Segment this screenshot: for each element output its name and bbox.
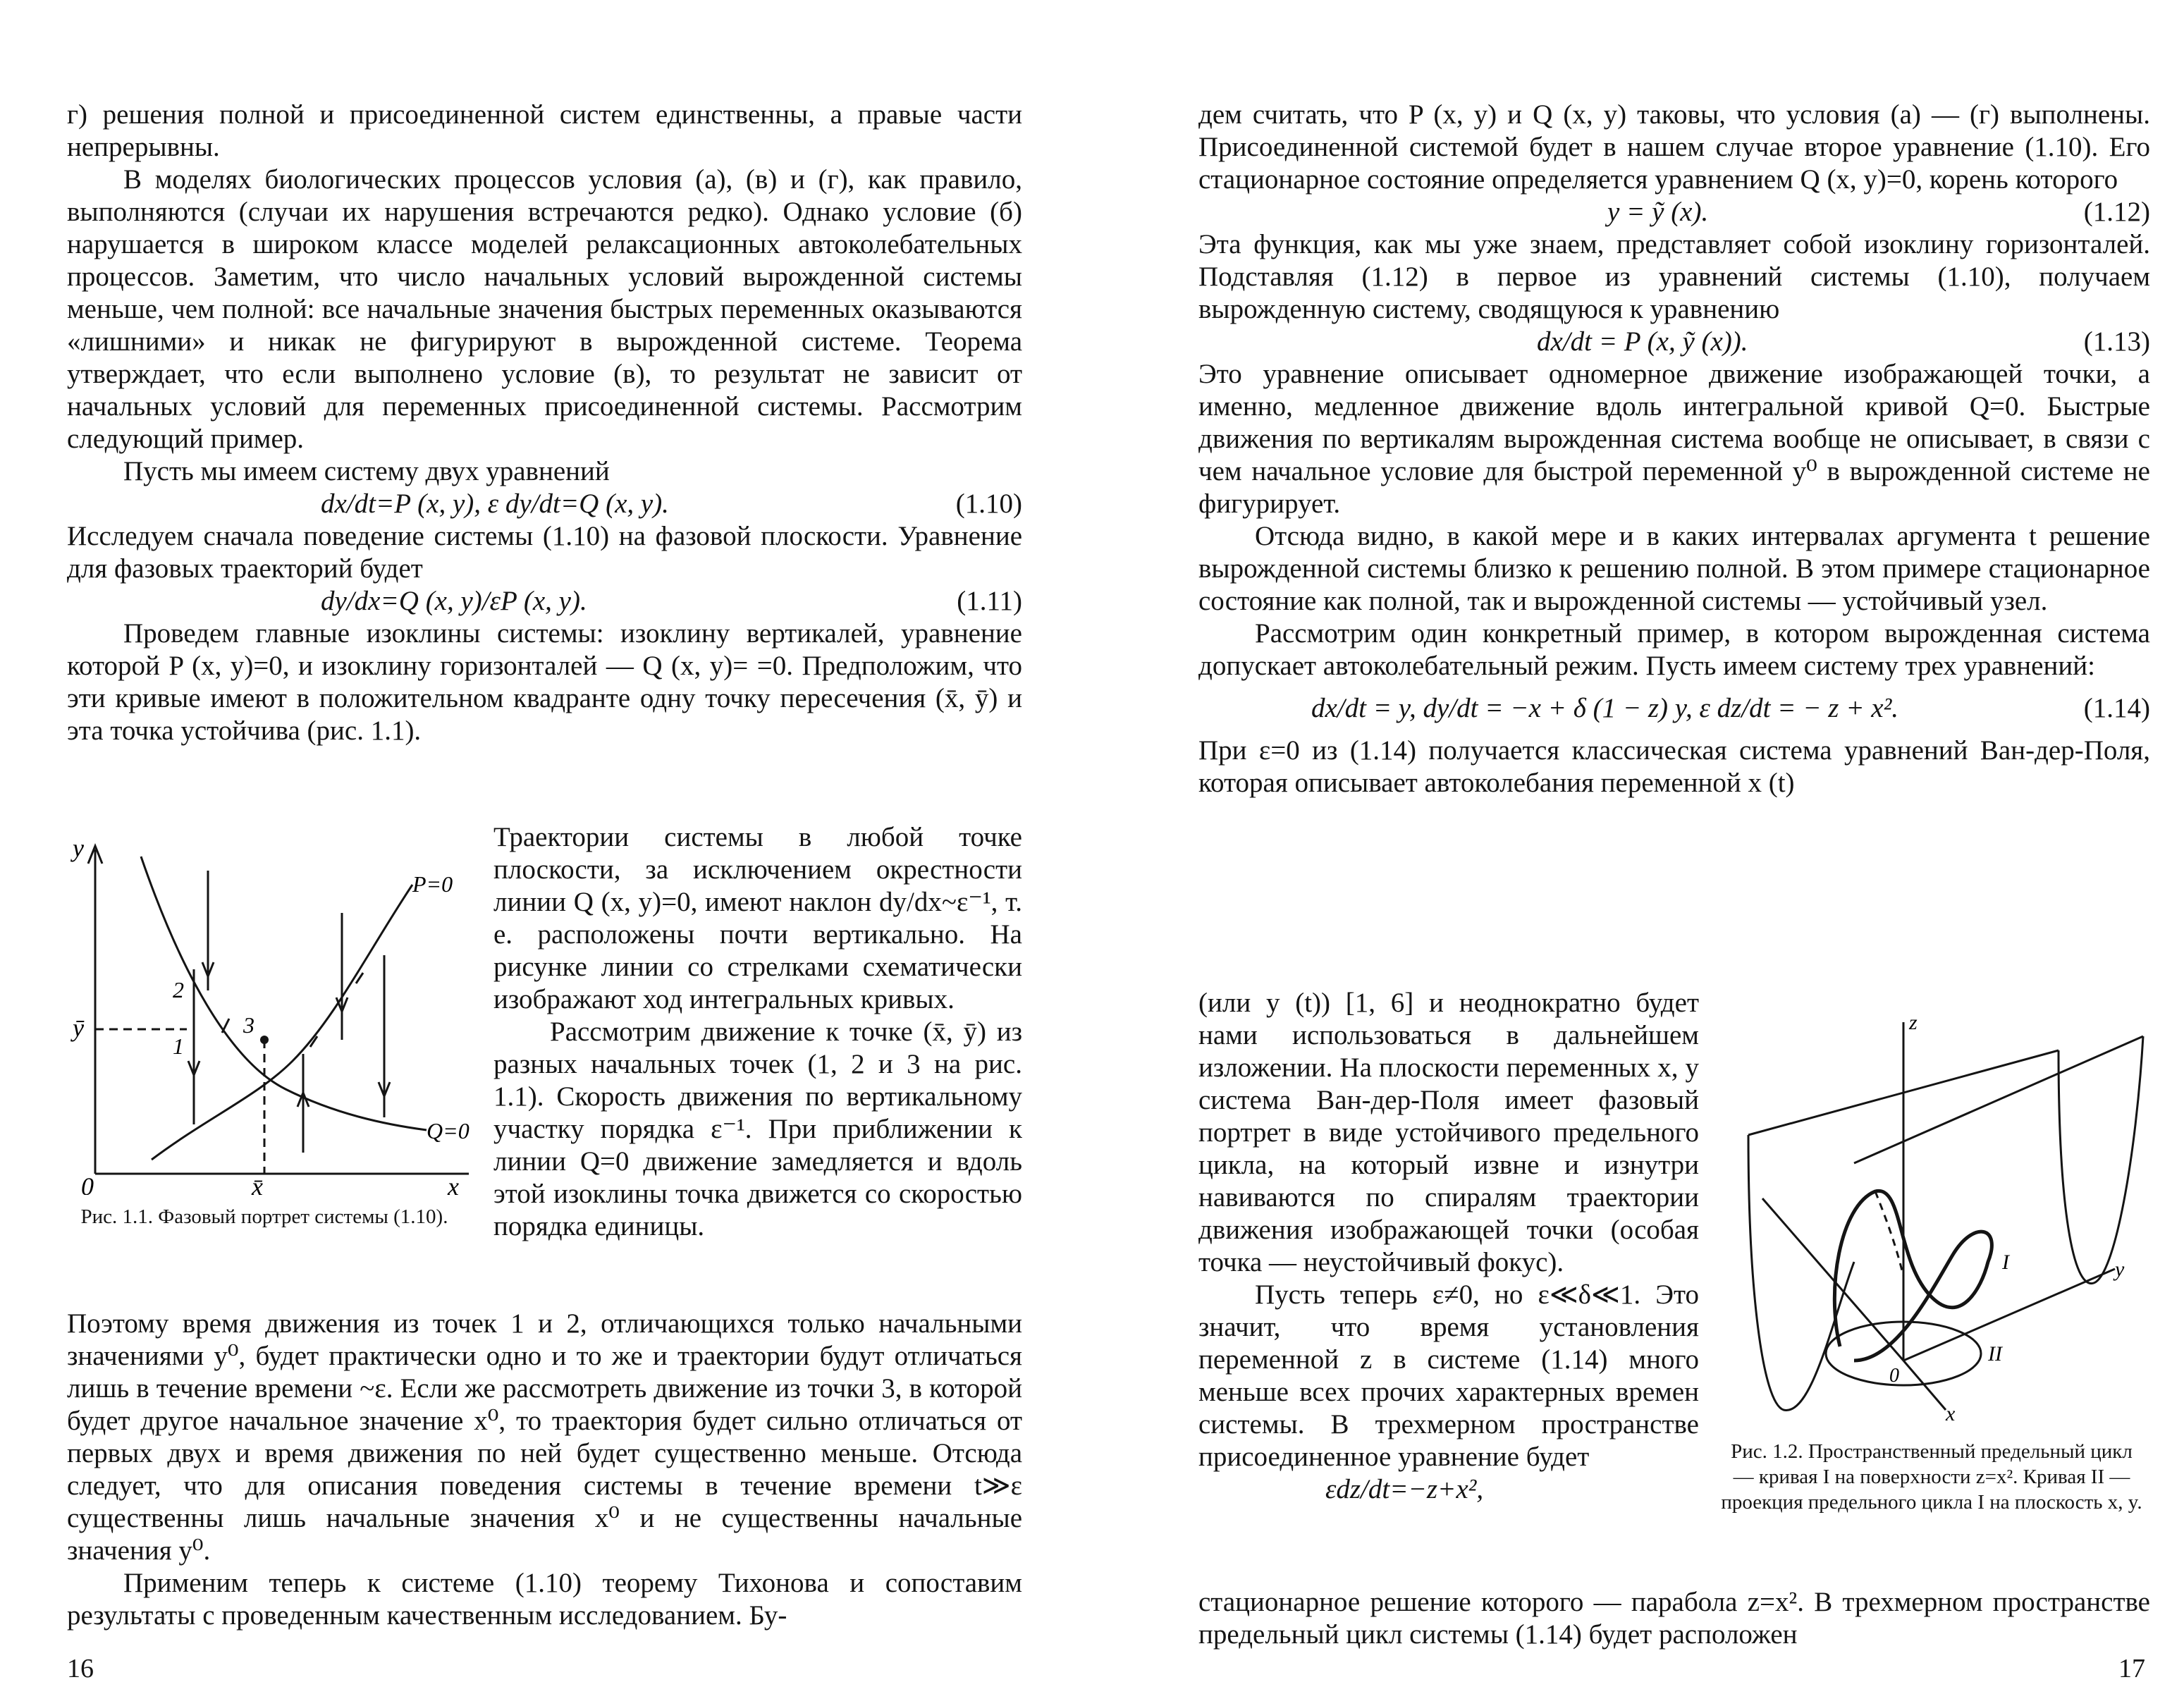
x-axis-back <box>1762 1198 1903 1361</box>
p-isocline-curve <box>152 885 412 1160</box>
paragraph: Траектории системы в любой точке плоскости, за исключением окрестности линии Q (x, y)=0, имеют наклон dy/dx~ε⁻¹, т. е. расположены почти вертикально. На рисунке линии со стрелками схематически изображают ход интегральных кривых. <box>493 822 1022 1014</box>
right-page-bottom <box>1198 1586 2150 1651</box>
paragraph: При ε=0 из (1.14) получается классическая система уравнений Ван-дер-Поля, которая описывает автоколебания переменной x (t) <box>1198 735 2150 798</box>
origin-label: 0 <box>1889 1365 1899 1387</box>
paragraph: Эта функция, как мы уже знаем, представляет собой изоклину горизонталей. Подставляя (1.12) в первое из уравнений системы (1.10), получаем вырожденную систему, сводящуюся к уравнению <box>1198 229 2150 324</box>
paragraph: Рассмотрим один конкретный пример, в котором вырожденная система допускает автоколебательный режим. Пусть имеем систему трех уравнений: <box>1198 618 2150 681</box>
y-axis-label: y <box>2115 1258 2125 1281</box>
equation-body: dx/dt = P (x, ỹ (x)). <box>1537 326 1748 357</box>
paragraph: стационарное решение которого — парабола z=x². В трехмерном пространстве предельный цикл системы (1.14) будет расположен <box>1198 1587 2150 1650</box>
x-axis-label: x <box>448 1172 459 1195</box>
equation-last <box>1198 1473 1699 1506</box>
z-axis-label: z <box>1909 1011 1918 1034</box>
right-page-top <box>1198 99 2150 799</box>
equation-number: (1.11) <box>957 586 1022 616</box>
equation-number: (1.12) <box>2083 197 2150 227</box>
equation-body: dx/dt = y, dy/dt = −x + δ (1 − z) y, ε dz/dt = − z + x². <box>1311 693 1899 723</box>
equation-1-14 <box>1198 692 2150 725</box>
equation-body: y = ỹ (x). <box>1607 197 1709 227</box>
p-isocline-label: P=0 <box>412 871 453 897</box>
xbar-label: x̄ <box>252 1172 263 1195</box>
paragraph: В моделях биологических процессов условия (а), (в) и (г), как правило, выполняются (случаи их нарушения встречаются редко). Однако условие (б) нарушается в широком классе моделей релаксационных автоколебательных процессов. Заметим, что число начальных условий вырожденной системы меньше, чем полной: все начальные значения быстрых переменных оказываются «лишними» и никак не фигурируют в вырожденной системе. Теорема утверждает, что если выполнено условие (в), то результат не зависит от начальных условий для переменных присоединенной системы. Рассмотрим следующий пример. <box>67 164 1022 454</box>
equation-body: εdz/dt=−z+x², <box>1325 1474 1484 1504</box>
paragraph: Пусть теперь ε≠0, но ε≪δ≪1. Это значит, что время установления переменной z в системе (1.14) много меньше всех прочих характерных времен системы. В трехмерном пространстве присоединенное уравнение будет <box>1198 1279 1699 1472</box>
figure-1-2 <box>1720 994 2150 1515</box>
paragraph: Отсюда видно, в какой мере и в каких интервалах аргумента t решение вырожденной системы близко к решению полной. В этом примере стационарное состояние как полной, так и вырожденной системы — устойчивый узел. <box>1198 521 2150 616</box>
figure-caption: Рис. 1.1. Фазовый портрет системы (1.10). <box>80 1205 448 1228</box>
paragraph: (или y (t)) [1, 6] и неоднократно будет нами использоваться в дальнейшем изложении. На плоскости переменных x, y система Ван-дер-Поля имеет фазовый портрет в виде устойчивого предельного цикла, на который извне и изнутри навиваются по спиралям траектории движения изображающей точки (особая точка — неустойчивый фокус). <box>1198 988 1699 1277</box>
equation-number: (1.14) <box>2083 693 2150 723</box>
curve-ii-label: II <box>1988 1342 2002 1365</box>
phase-portrait-diagram <box>67 828 476 1195</box>
curve-tick <box>222 1019 229 1033</box>
paragraph: Это уравнение описывает одномерное движение изображающей точки, а именно, медленное движение вдоль интегральной кривой Q=0. Быстрые движения по вертикалям вырожденная система вообще не описывает, в связи с чем начальное условие для быстрой переменной y⁰ в вырожденной системе не фигурирует. <box>1198 359 2150 519</box>
start-point-2: 2 <box>173 977 184 1002</box>
paragraph: Проведем главные изоклины системы: изоклину вертикалей, уравнение которой P (x, y)=0, и изоклину горизонталей — Q (x, y)= =0. Предположим, что эти кривые имеют в положительном квадранте одну точку пересечения (x̄, ȳ) и эта точка устойчива (рис. 1.1). <box>67 618 1022 746</box>
page-number: 16 <box>67 1654 94 1683</box>
q-isocline-label: Q=0 <box>427 1118 470 1143</box>
hidden-cycle-part <box>1875 1191 1903 1276</box>
start-point-1: 1 <box>173 1033 184 1059</box>
curve-i-label: I <box>2002 1251 2009 1274</box>
surface-right-edge <box>2059 1036 2143 1284</box>
equation-number: (1.13) <box>2083 326 2150 357</box>
equation-body: dx/dt=P (x, y), ε dy/dt=Q (x, y). <box>321 489 669 519</box>
page-number: 17 <box>2118 1654 2145 1683</box>
limit-cycle-diagram <box>1720 994 2150 1431</box>
equation-1-12 <box>1198 196 2150 228</box>
paragraph: Рассмотрим движение к точке (x̄, ȳ) из разных начальных точек (1, 2 и 3 на рис. 1.1). Скорость движения по вертикальному участку порядка ε⁻¹. При приближении к линии Q=0 движение замедляется и вдоль этой изоклины точка движется со скоростью порядка единицы. <box>493 1017 1022 1241</box>
paragraph: дем считать, что P (x, y) и Q (x, y) таковы, что условия (а) — (г) выполнены. Присоединенной системой будет в нашем случае второе уравнение (1.10). Его стационарное состояние определяется уравнением Q (x, y)=0, корень которого <box>1198 99 2150 195</box>
origin-label: 0 <box>81 1172 94 1195</box>
x-axis-label: x <box>1946 1402 1956 1425</box>
right-page-wrap-text <box>1198 987 1699 1506</box>
equation-1-13 <box>1198 326 2150 358</box>
surface-back-edge <box>1854 1036 2143 1163</box>
left-page-wrap-text <box>493 821 1022 1243</box>
equation-body: dy/dx=Q (x, y)/εP (x, y). <box>321 586 587 616</box>
ybar-label: ȳ <box>73 1014 84 1042</box>
y-axis-label: y <box>73 834 84 862</box>
equation-number: (1.10) <box>955 489 1022 519</box>
surface-left-edge <box>1748 1135 1854 1411</box>
paragraph: Применим теперь к системе (1.10) теорему Тихонова и сопоставим результаты с проведенным качественным исследованием. Бу- <box>67 1568 1022 1631</box>
paragraph: Поэтому время движения из точек 1 и 2, отличающихся только начальными значениями y⁰, будет практически одно и то же и траектории будут отличаться лишь в течение времени ~ε. Если же рассмотреть движение из точки 3, в которой будет другое начальное значение x⁰, то траектория будет сильно отличаться от первых двух и время движения по ней будет существенно меньше. Отсюда следует, что для описания поведения системы в течение времени t≫ε существенны лишь начальные значения x⁰ и не существенны начальные значения y⁰. <box>67 1308 1022 1566</box>
figure-1-1 <box>67 828 476 1229</box>
equation-1-10 <box>67 488 1022 520</box>
paragraph: г) решения полной и присоединенной систем единственны, а правые части непрерывны. <box>67 99 1022 162</box>
left-page-bottom <box>67 1308 1022 1632</box>
figure-caption: Рис. 1.2. Пространственный предельный цикл — кривая I на поверхности z=x². Кривая II — проекция предельного цикла I на плоскость x, y. <box>1721 1440 2142 1514</box>
left-page-top <box>67 99 1022 747</box>
equilibrium-point <box>260 1036 269 1044</box>
start-point-3: 3 <box>243 1012 254 1038</box>
paragraph: Пусть мы имеем систему двух уравнений <box>123 456 610 486</box>
paragraph: Исследуем сначала поведение системы (1.10) на фазовой плоскости. Уравнение для фазовых траекторий будет <box>67 521 1022 584</box>
equation-1-11 <box>67 585 1022 618</box>
